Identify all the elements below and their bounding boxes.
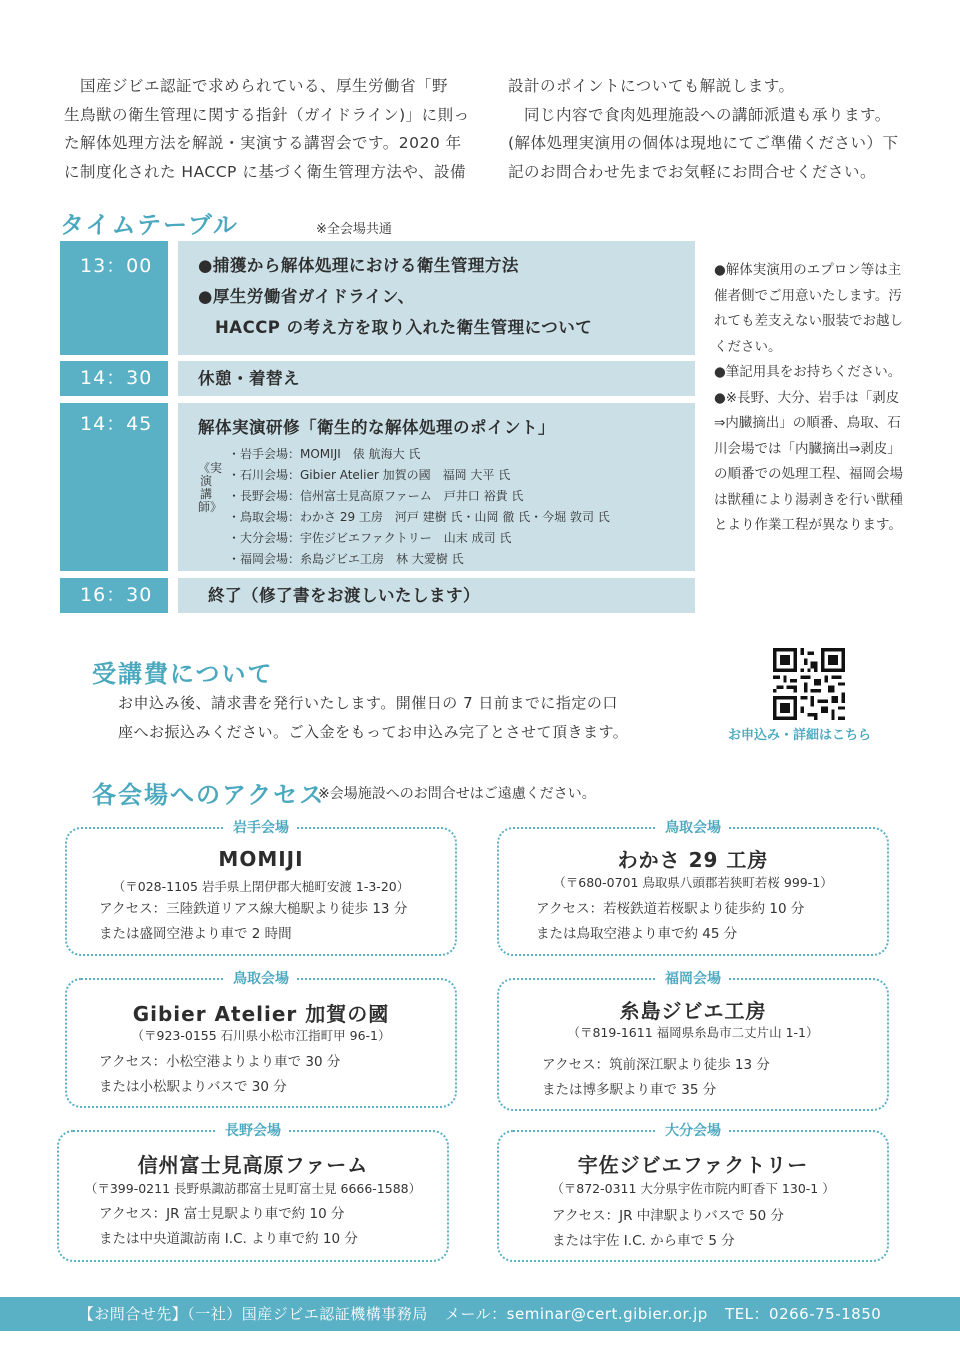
venue-name: 糸島ジビエ工房 [619, 999, 767, 1023]
side-note: ●筆記用具をお持ちください。 [714, 364, 902, 380]
intro-line: 国産ジビエ認証で求められている、厚生労働省「野 [64, 77, 449, 95]
timetable-item: 終了（修了書をお渡しいたします） [208, 586, 480, 605]
side-note: ●※長野、大分、岩手は「剥皮⇒内臓摘出」の順番、鳥取、石川会場では「内臓摘出⇒剥皮」の順番での処理工程、福岡会場は獣種により湯剥きを行い獣種とより作業工程が異なります。 [714, 389, 903, 533]
venue-access-line: アクセス：若桜鉄道若桜駅より徒歩約 10 分 [536, 901, 805, 917]
venue-address: （〒923-0155 石川県小松市江指町甲 96-1） [131, 1028, 391, 1043]
venue-access [552, 1204, 784, 1254]
venue-name: わかさ 29 工房 [617, 848, 769, 872]
venue-access-line: または鳥取空港より車で約 45 分 [536, 926, 738, 942]
footer-email[interactable]: メール：seminar@cert.gibier.or.jp [444, 1305, 708, 1323]
lecturer-label: 《実演講師》 [198, 461, 223, 514]
venue-label: 鳥取会場 [225, 971, 297, 987]
lecturer-list [228, 444, 610, 570]
venue-access-line: または小松駅よりバスで 30 分 [99, 1079, 287, 1095]
time-slot-1445: 14：45 [60, 403, 168, 571]
venue-name: 信州富士見高原ファーム [137, 1153, 369, 1177]
intro-line: 生鳥獣の衛生管理に関する指針（ガイドライン)」に則っ [64, 105, 470, 124]
qr-code-icon[interactable] [773, 648, 845, 720]
time-slot-1300: 13：00 [60, 241, 168, 355]
side-notes [714, 258, 909, 539]
timetable-item: ●捕獲から解体処理における衛生管理方法 [198, 256, 519, 275]
fee-line: お申込み後、請求書を発行いたします。開催日の 7 日前までに指定の口 [118, 694, 618, 712]
timetable-item: HACCP の考え方を取り入れた衛生管理について [198, 318, 593, 337]
venue-access-line: アクセス：筑前深江駅より徒歩 13 分 [542, 1057, 770, 1073]
venue-access [99, 1202, 358, 1252]
access-title: 各会場へのアクセス [92, 781, 326, 809]
venue-access-line: または中央道諏訪南 I.C. より車で約 10 分 [99, 1231, 358, 1247]
venue-access-line: アクセス：JR 富士見駅より車で約 10 分 [99, 1206, 345, 1222]
venue-name: 宇佐ジビエファクトリー [577, 1153, 809, 1177]
venue-label: 長野会場 [217, 1123, 289, 1139]
lecturer-item: ・鳥取会場：わかさ 29 工房 河戸 建樹 氏・山岡 徹 氏・今堀 敦司 氏 [228, 510, 610, 524]
venue-access [99, 1050, 340, 1100]
timetable-title: タイムテーブル [60, 211, 239, 239]
timetable-item: ●厚生労働省ガイドライン、 [198, 287, 415, 306]
intro-right-column [508, 72, 908, 186]
venue-access-line: または宇佐 I.C. から車で 5 分 [552, 1233, 735, 1249]
intro-line: (解体処理実演用の個体は現地にてご準備ください）下 [508, 134, 899, 152]
intro-line: に制度化された HACCP に基づく衛生管理方法や、設備 [64, 162, 467, 181]
footer-contact: 【お問合せ先】（一社）国産ジビエ認証機構事務局 [78, 1305, 428, 1323]
venue-address: （〒872-0311 大分県宇佐市院内町香下 130-1 ） [551, 1181, 835, 1196]
intro-line: た解体処理方法を解説・実演する講習会です。2020 年 [64, 134, 462, 152]
timetable-item: 休憩・着替え [198, 369, 300, 388]
fee-line: 座へお振込みください。ご入金をもってお申込み完了とさせて頂きます。 [118, 722, 629, 741]
venue-card-ishikawa [65, 971, 457, 1108]
intro-line: 設計のポイントについても解説します。 [508, 77, 795, 95]
time-slot-1630: 16：30 [60, 578, 168, 613]
intro-line: 記のお問合わせ先までお気軽にお問合せください。 [508, 162, 877, 181]
timetable-note: ※全会場共通 [316, 222, 392, 237]
venue-card-nagano [57, 1123, 449, 1262]
lecturer-item: ・長野会場：信州富士見高原ファーム 戸井口 裕貴 氏 [228, 489, 524, 503]
venue-label: 大分会場 [657, 1123, 729, 1139]
venue-access-line: アクセス：三陸鉄道リアス線大槌駅より徒歩 13 分 [99, 901, 408, 917]
venue-card-tottori [497, 820, 889, 956]
qr-label[interactable]: お申込み・詳細はこちら [728, 728, 872, 743]
venue-address: （〒819-1611 福岡県糸島市二丈片山 1-1） [567, 1025, 819, 1040]
lecturer-item: ・岩手会場：MOMIJI 俵 航海大 氏 [228, 447, 421, 461]
timetable-row-1 [178, 241, 695, 355]
access-note: ※会場施設へのお問合せはご遠慮ください。 [318, 786, 596, 802]
timetable-row-2 [178, 361, 695, 396]
venue-access-line: アクセス：小松空港よりより車で 30 分 [99, 1054, 341, 1070]
venue-access [536, 897, 804, 947]
venue-access-line: または盛岡空港より車で 2 時間 [99, 926, 292, 942]
venue-access [99, 897, 407, 947]
venue-address: （〒680-0701 鳥取県八頭郡若狭町若桜 999-1） [553, 875, 833, 890]
timetable-row-4 [178, 578, 695, 613]
fee-text [118, 689, 628, 746]
time-slot-1430: 14：30 [60, 361, 168, 396]
footer-contact-bar [0, 1297, 960, 1331]
venue-card-iwate [65, 820, 457, 956]
venue-access-line: アクセス：JR 中津駅よりバスで 50 分 [552, 1208, 785, 1224]
venue-label: 鳥取会場 [657, 820, 729, 836]
intro-line: 同じ内容で食肉処理施設への講師派遣も承ります。 [508, 105, 891, 124]
lecturer-item: ・石川会場：Gibier Atelier 加賀の國 福岡 大平 氏 [228, 468, 511, 482]
footer-tel[interactable]: TEL：0266-75-1850 [725, 1305, 882, 1323]
venue-card-oita [497, 1123, 889, 1262]
intro-left-column [64, 72, 474, 186]
lecturer-item: ・大分会場：宇佐ジビエファクトリー 山末 成司 氏 [228, 531, 512, 545]
lecturer-item: ・福岡会場：糸島ジビエ工房 林 大愛樹 氏 [228, 552, 464, 566]
side-note: ●解体実演用のエプロン等は主催者側でご用意いたします。汚れても差支えない服装でお越しください。 [714, 262, 903, 355]
fee-title: 受講費について [92, 660, 274, 688]
venue-name: Gibier Atelier 加賀の國 [132, 1002, 390, 1026]
venue-address: （〒399-0211 長野県諏訪郡富士見町富士見 6666-1588） [84, 1181, 422, 1196]
venue-label: 岩手会場 [225, 820, 297, 836]
venue-address: （〒028-1105 岩手県上閉伊郡大槌町安渡 1-3-20） [112, 879, 410, 894]
venue-access [542, 1053, 770, 1103]
venue-access-line: または博多駅より車で 35 分 [542, 1082, 717, 1098]
timetable-item: 解体実演研修「衛生的な解体処理のポイント」 [198, 418, 555, 437]
venue-label: 福岡会場 [657, 971, 729, 987]
venue-card-fukuoka [497, 971, 889, 1111]
venue-name: MOMIJI [218, 847, 304, 871]
